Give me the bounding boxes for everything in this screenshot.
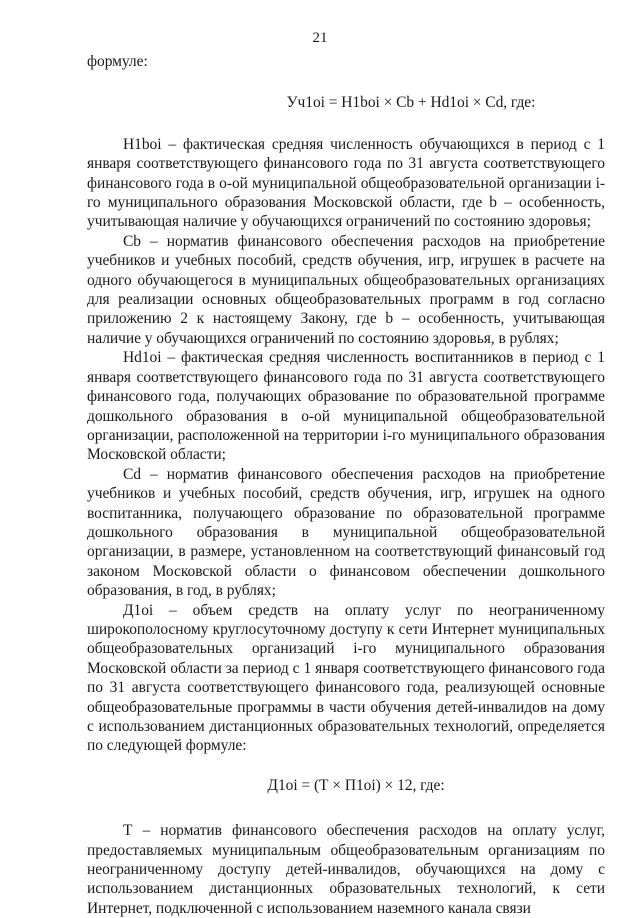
paragraph-hd1-definition: Hd1oi – фактическая средняя численность воспитанников в период с 1 января соответствующего финансового года по 31 августа соответствующего финансового года, получающих образование по образовательной программе дошкольного образования в о-ой муниципальной общеобразовательной организации, расположенной на территории i-го муниципального образования Московской области; (87, 349, 605, 464)
formula-d1: Д1oi = (Т × П1oi) × 12, где: (267, 776, 445, 794)
paragraph-intro: формуле: (87, 53, 148, 70)
paragraph-t-definition: Т – норматив финансового обеспечения расходов на оплату услуг, предоставляемых муниципальным общеобразовательным организациям по неограниченному доступу детей-инвалидов, обучающихся на дому с использованием дистанционных образовательных технологий, к сети Интернет, подключенной с использованием наземного канала связи (87, 822, 605, 917)
paragraph-d1-definition: Д1oi – объем средств на оплату услуг по неограниченному широкополосному круглосуточному доступу к сети Интернет муниципальных общеобразовательных организаций i-го муниципального образования Московской области за период с 1 января соответствующего финансового года по 31 августа соответствующего финансового года, реализующей основные общеобразовательные программы в части обучения детей-инвалидов на дому с использованием дистанционных образовательных технологий, определяется по следующей формуле: (87, 601, 605, 755)
page-number: 21 (312, 30, 328, 46)
paragraph-cb-definition: Cb – норматив финансового обеспечения расходов на приобретение учебников и учебных пособий, средств обучения, игр, игрушек в расчете на одного обучающегося в муниципальных общеобразовательных организациях для реализации основных общеобразовательных программ в год согласно приложению 2 к настоящему Закону, где b – особенность, учитывающая наличие у обучающихся ограничений по состоянию здоровья, в рублях; (87, 232, 605, 347)
formula-uch1: Уч1oi = Н1boi × Cb + Hd1oi × Cd, где: (286, 94, 536, 112)
paragraph-n1b-definition: Н1boi – фактическая средняя численность обучающихся в период с 1 января соответствующего финансового года по 31 августа соответствующего финансового года в о-ой муниципальной общеобразовательной организации i-го муниципального образования Московской области, где b – особенность, учитывающая наличие у обучающихся ограничений по состоянию здоровья; (87, 135, 605, 231)
document-body (87, 52, 605, 918)
paragraph-cd-definition: Cd – норматив финансового обеспечения расходов на приобретение учебников и учебных пособий, средств обучения, игр, игрушек на одного воспитанника, получающего образование по образовательной программе дошкольного образования в муниципальной общеобразовательной организации, в размере, установленном на соответствующий финансовый год законом Московской области о финансовом обеспечении дошкольного образования, в год, в рублях; (87, 465, 605, 600)
